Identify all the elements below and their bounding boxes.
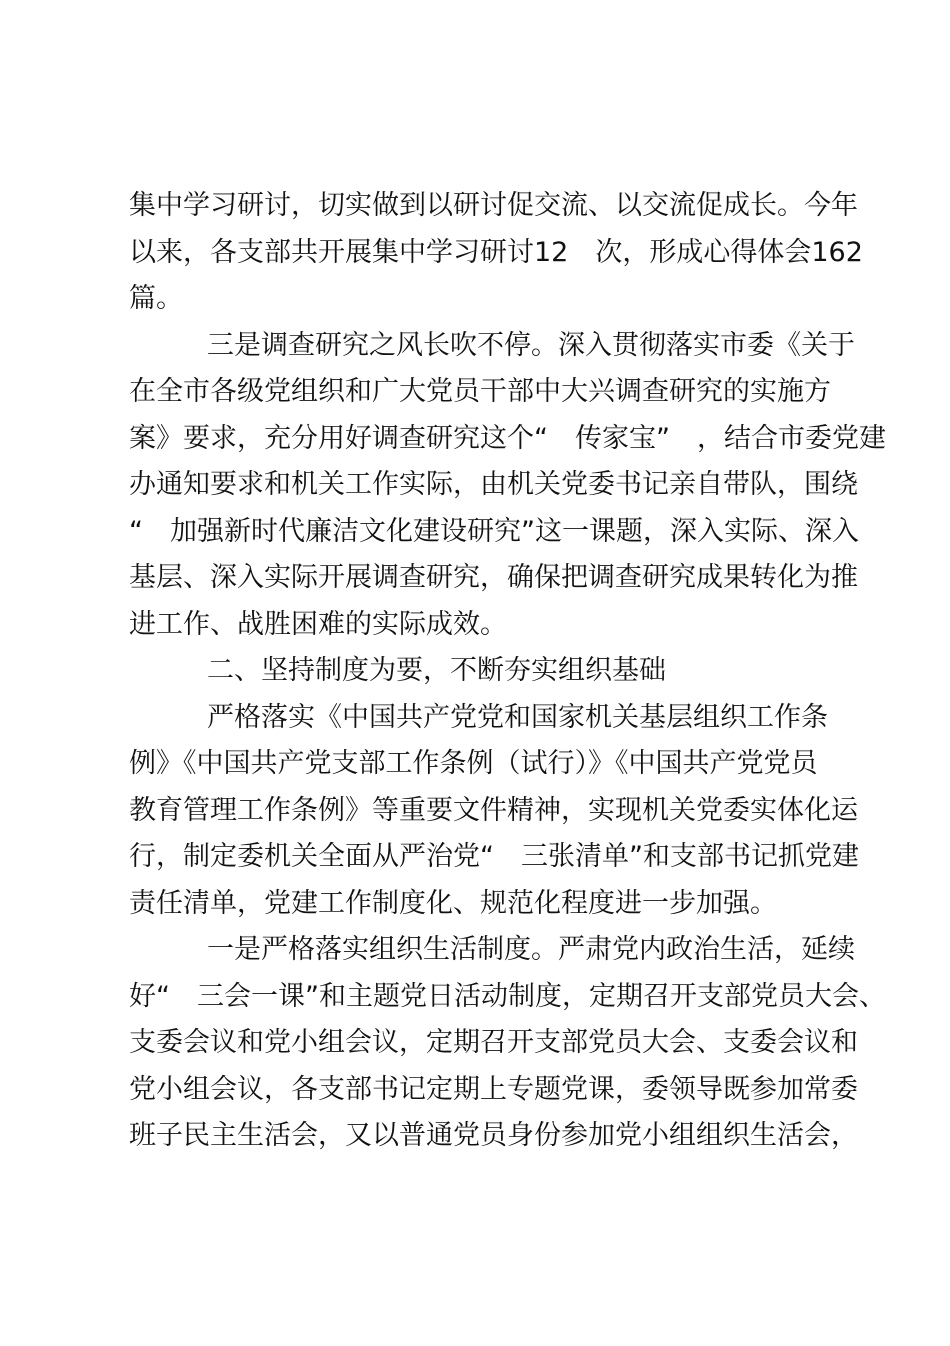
text-line: 党小组会议，各支部书记定期上专题党课，委领导既参加常委 xyxy=(129,1073,858,1105)
text-line: 例》《中国共产党支部工作条例（试行）》《中国共产党党员 xyxy=(129,748,818,779)
text-line: “ 加强新时代廉洁文化建设研究”这一课题，深入实际、深入 xyxy=(129,515,859,547)
text-line: 三是调查研究之风长吹不停。深入贯彻落实市委《关于 xyxy=(207,329,855,361)
text-line: 以来，各支部共开展集中学习研讨12 次，形成心得体会162 xyxy=(129,236,863,268)
text-line: 好“ 三会一课”和主题党日活动制度，定期召开支部党员大会、 xyxy=(129,980,886,1012)
text-line: 行，制定委机关全面从严治党“ 三张清单”和支部书记抓党建 xyxy=(129,841,859,872)
text-line: 班子民主生活会，又以普通党员身份参加党小组组织生活会， xyxy=(129,1120,858,1151)
text-line: 案》要求，充分用好调查研究这个“ 传家宝” ，结合市委党建 xyxy=(129,422,886,454)
text-line: 集中学习研讨，切实做到以研讨促交流、以交流促成长。今年 xyxy=(129,190,858,221)
text-line: 教育管理工作条例》等重要文件精神，实现机关党委实体化运 xyxy=(129,794,858,826)
text-line: 篇。 xyxy=(129,283,183,314)
text-line: 严格落实《中国共产党党和国家机关基层组织工作条 xyxy=(207,701,828,733)
body-text xyxy=(129,183,886,1160)
text-line: 在全市各级党组织和广大党员干部中大兴调查研究的实施方 xyxy=(129,376,831,407)
section-heading: 二、坚持制度为要，不断夯实组织基础 xyxy=(207,655,666,686)
text-line: 进工作、战胜困难的实际成效。 xyxy=(129,608,507,640)
text-line: 基层、深入实际开展调查研究，确保把调查研究成果转化为推 xyxy=(129,562,858,593)
text-line: 一是严格落实组织生活制度。严肃党内政治生活，延续 xyxy=(207,934,855,965)
text-line: 支委会议和党小组会议，定期召开支部党员大会、支委会议和 xyxy=(129,1027,858,1058)
text-line: 责任清单，党建工作制度化、规范化程度进一步加强。 xyxy=(129,887,777,919)
text-line: 办通知要求和机关工作实际，由机关党委书记亲自带队，围绕 xyxy=(129,469,858,500)
